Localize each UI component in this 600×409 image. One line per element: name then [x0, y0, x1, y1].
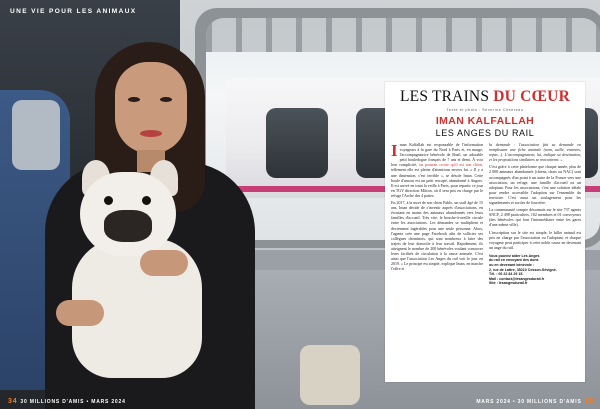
title-main: LES TRAINS [400, 88, 494, 105]
bulldog-muzzle [104, 210, 152, 242]
bulldog-eye [104, 196, 113, 205]
bulldog-eye [142, 196, 151, 205]
article-column-2 [489, 142, 581, 286]
paragraph-text: man Kalfallah est responsable de l'information voyageurs à la gare du Nord à Paris et, en marge, l'accompagnatrice bénévole de Basil, un adorable petit bouledogue français de 7 ans et demi. À voir leur complicité, [391, 142, 483, 168]
tgv-window [266, 108, 328, 178]
footer-label: 30 MILLIONS D'AMIS • MARS 2024 [20, 399, 126, 405]
info-line[interactable]: Mail : contact@lesangesdurail.fr [489, 276, 545, 281]
table-lamp [300, 345, 360, 405]
drop-cap: I [391, 141, 398, 160]
eye [128, 97, 140, 102]
info-line: du rail en envoyant des dons [489, 258, 539, 263]
article-panel [385, 82, 585, 382]
paragraph: La communauté compte désormais sur le site 737 agents SNCF, 2 498 particuliers, 102 membres et 01 convoyeurs (des bénévoles qui font l'intermédiaire entre les gares d'une même ville). [489, 207, 581, 228]
paragraph: L'inscription sur le site est simple, le billet animal est pris en charge par l'association ou l'adoptant, et chaque voyageur peut participer à cette noble cause en devenant un ange du rail. [489, 229, 581, 250]
platform-roof [206, 18, 600, 52]
article-credit: Texte et photo : Séverine Chenreau [446, 108, 524, 112]
info-line: 2, rue de Lattre, 35210 Cesson-Sévigné. [489, 267, 557, 272]
woman-face [115, 62, 187, 154]
eye [160, 97, 172, 102]
info-line[interactable]: Site : lesangesdurail.fr [489, 281, 528, 286]
info-line: Vous pouvez aider Les Anges [489, 253, 540, 258]
paragraph [391, 142, 483, 198]
paragraph: En 2017, à la mort de son chien Pablo, un staff âgé de 15 ans, Iman décide de s'investir auprès d'associations, en écoutant en mains des animaux abandonnés vers leurs familles d'accueil. Très vite, le bouche-à-oreille circule entre les associations. Les demandes se multiplient et deviennent ingérables pour une seule personne. Alors, l'agente crée une page Facebook afin de sollicter ses collègues cheminots, qui sont nombreux à faire des trajets de leur domicile à leur travail. Rapidement, ils atteignent le nombre de 200 bénévoles voulant consacrer leurs facilités de circulation à la cause animale. C'est ainsi que l'association Les Anges du rail voit le jour en 2019. « Le principe est simple, explique Iman, en marche l'offre et [391, 200, 483, 272]
article-title [385, 88, 585, 106]
woman-hand [140, 250, 188, 276]
red-lips [140, 130, 162, 137]
subject-name: IMAN KALFALLAH [435, 115, 535, 127]
footer-label: MARS 2024 • 30 MILLIONS D'AMIS [476, 399, 582, 405]
page-number: 34 [8, 398, 18, 405]
article-column-1 [391, 142, 483, 273]
paragraph-text: tellement elle est pleine d'attentions envers lui. « Il y a une dimension, c'est terrible », se désole Iman. Cette boule d'amour est un petit rescapé, abandonné à Angers. Il est arrivé en train la veille à Paris, pour repartir ce jour en TGV direction Mâcon, où il sera pris en charge par le refuge l'Arche des 4 pattes. [391, 167, 483, 198]
paragraph: la demande : l'association fait sa demande en remplissant une fiche animale (nom, taille, ententes, repas...). L'accompagnateur, lui, indique sa destination, et les propositions similaires se rencontrent. » [489, 142, 581, 163]
highlight-text: on pourrait croire qu'il est son chien, [418, 162, 484, 168]
paragraph: C'est grâce à cette plateforme que chaque année, plus de 2 000 animaux abandonnés (chiens, chats ou NAC) sont accompagnés d'un point à un autre de la France vers une association, un refuge, une famille d'accueil ou un adoptant. Pour les associations, c'est une solution idéale pour rendre accessible l'adoption sur l'ensemble du territoire. C'est aussi un soulagement pour les signalements et sorties de fourrière. [489, 164, 581, 206]
seat-headrest [12, 100, 60, 170]
footer-left [8, 398, 126, 405]
info-line: Tél. : 06 22 84 29 15. [489, 272, 524, 277]
info-line: ou en devenant bénévole : [489, 263, 535, 268]
section-kicker [10, 8, 137, 15]
title-accent: DU CŒUR [493, 88, 570, 105]
article-subtitle: LES ANGES DU RAIL [435, 128, 535, 138]
footer-right [476, 398, 594, 405]
page-number: 35 [584, 398, 594, 405]
section-kicker-text: UNE VIE POUR LES ANIMAUX [10, 8, 137, 15]
woman-hand [56, 300, 104, 326]
info-box [489, 254, 581, 286]
